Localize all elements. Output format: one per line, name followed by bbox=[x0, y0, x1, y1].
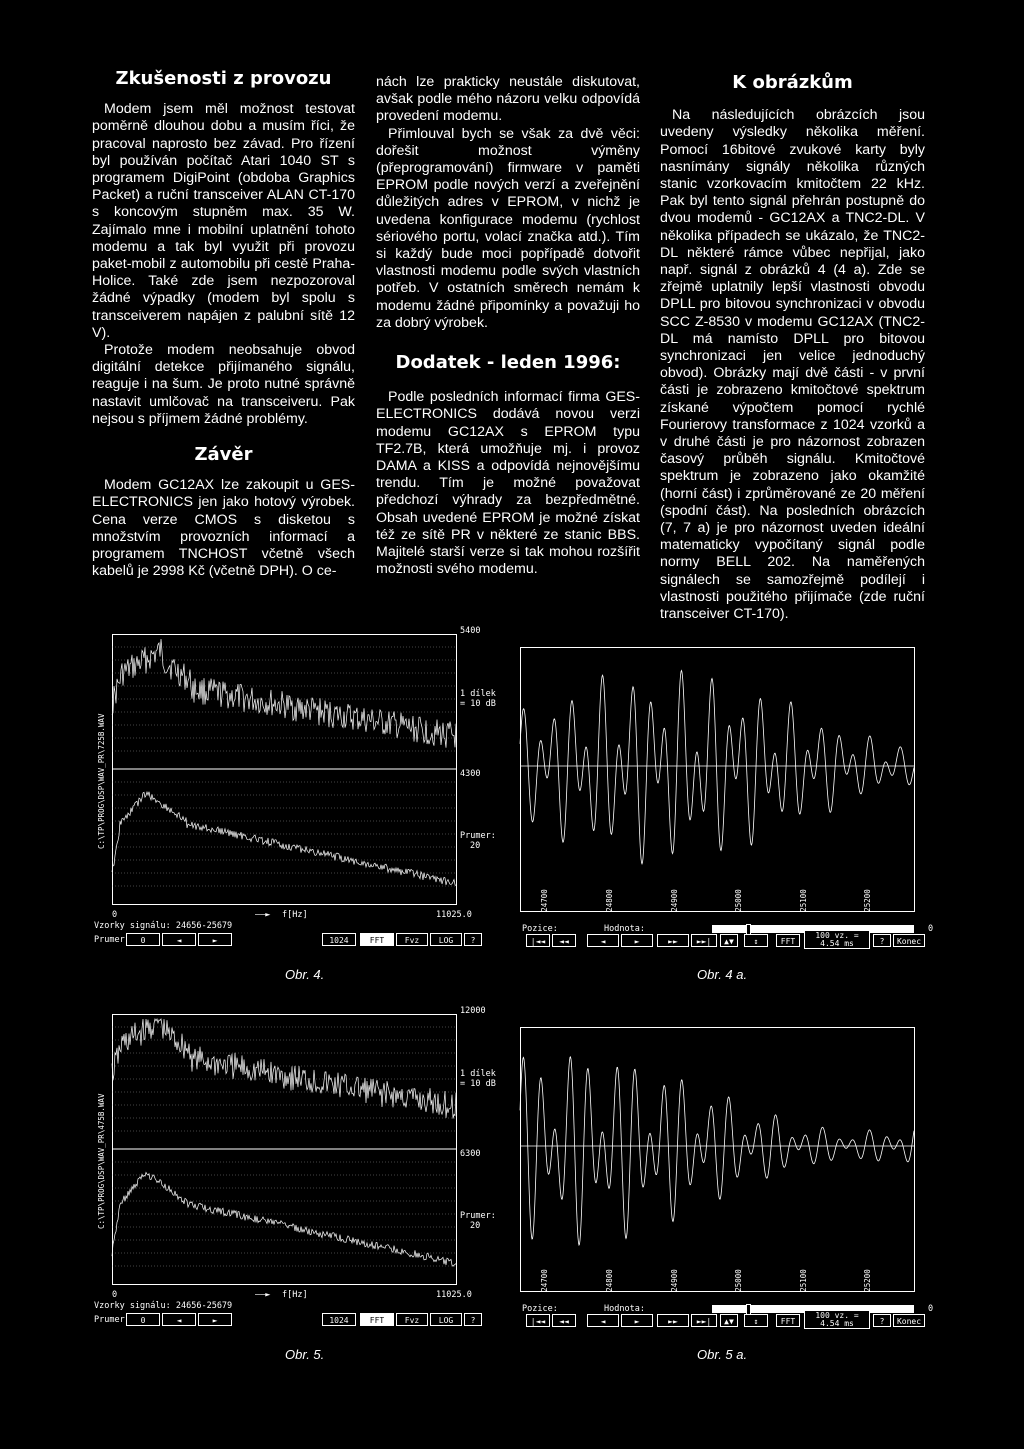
time-tick-label: 25200 bbox=[862, 1269, 872, 1292]
zoom-readout[interactable] bbox=[804, 1310, 870, 1329]
log-button[interactable]: LOG bbox=[430, 1313, 462, 1326]
spectrum-instant-trace bbox=[112, 1019, 456, 1119]
division-value: = 10 dB bbox=[460, 1079, 496, 1089]
average-button-label: Prumer bbox=[94, 935, 125, 945]
paragraph: Podle posledních informací firma GES-ELECTRONICS dodává novou verzi modemu GC12AX s EPROM typu TF2.7B, která umožňuje mj. i provoz DAMA a KISS a odpovídá nejnovějšímu trendu. Tím je možné považovat předchozí výhrady za bezpředmětné. Obsah uvedené EPROM je možné získat též ze sítě PR v některé ze stanic BBS. Majitelé starší verze si tak mohou rozšířit možnosti svého modemu. bbox=[376, 389, 640, 578]
spectrum-average-trace bbox=[112, 792, 456, 886]
column-1 bbox=[92, 70, 355, 580]
time-tick-label: 24700 bbox=[539, 1269, 549, 1292]
first-button[interactable]: |◄◄ bbox=[526, 1314, 550, 1327]
paragraph: Na následujících obrázcích jsou uvedeny výsledky několika měření. Pomocí 16bitové zvukové karty byly nasnímány signály několika různých stanic vzorkovacím kmitočtem 22 kHz. Pak byl tento signál přehrán postupně do dvou modemů - GC12AX a TNC2-DL. V několika případech se ukázalo, že TNC2-DL některé rámce vůbec nepřijal, jako např. signál z obrázků 4 (4 a). Zde se zřejmě uplatnily lepší vlastnosti obvodu DPLL pro bitovou synchronizaci v obvodu SCC Z-8530 v modemu GC12AX (TNC2-DL má namísto DPLL pro bitovou synchronizaci jen velice jednoduchý obvod). Obrázky mají dvě části - v první části je zobrazeno kmitočtové spektrum získané výpočtem pomocí rychlé Fourierovy transformace z 1024 vzorků a v druhé části je pro názornost zobrazen časový průběh signálu. Kmitočtové spektrum je zobrazeno jako okamžité (horní část) i zprůměrované ze 20 měření (spodní část). Na posledních obrázcích (7, 7 a) je pro názornost uveden ideální matematicky vypočítaný signál podle normy BELL 202. Na naměřených signálech se samozřejmě podílejí i vlastnosti použitého přijímače (zde ruční transceiver CT-170). bbox=[660, 107, 925, 623]
x-axis-start: 0 bbox=[112, 1290, 118, 1300]
average-label: Prumer: bbox=[460, 831, 496, 841]
time-tick-label: 24700 bbox=[539, 889, 549, 912]
zoom-readout[interactable] bbox=[804, 930, 870, 949]
next-button[interactable]: ► bbox=[198, 1313, 232, 1326]
zoom-line-2: 4.54 ms bbox=[820, 1319, 854, 1328]
value-readout: 0 bbox=[928, 1304, 934, 1314]
time-tick-label: 24900 bbox=[669, 1269, 679, 1292]
time-tick-label: 25000 bbox=[733, 889, 743, 912]
max-bottom-readout: 6300 bbox=[460, 1149, 481, 1159]
spectrum-plot bbox=[112, 1014, 457, 1304]
zoom-line-1: 100 vz. = bbox=[815, 931, 859, 940]
x-axis-label: f[Hz] bbox=[282, 910, 308, 920]
exit-button[interactable]: Konec bbox=[893, 1314, 925, 1327]
average-count-field[interactable]: 0 bbox=[126, 933, 160, 946]
file-path: C:\TP\PROG\DSP\WAV_PR\475B.WAV bbox=[97, 1093, 106, 1229]
rewind-button[interactable]: ◄◄ bbox=[552, 1314, 576, 1327]
heading-dodatek: Dodatek - leden 1996: bbox=[395, 352, 621, 374]
division-label: 1 dílek bbox=[460, 1069, 496, 1079]
heading-zkusenosti: Zkušenosti z provozu bbox=[115, 68, 332, 89]
paragraph: Modem jsem měl možnost testovat poměrně dlouhou dobu a musím říci, že pracoval naprosto bez závad. Pro řízení byl používán počítač Atari 1040 ST s programem DigiPoint (obdoba Graphics Packet) a ruční transceiver ALAN CT-170 s koncovým stupněm max. 35 W. Zajímalo mne i mobilní uplatnění tohoto modemu a tak byl využit při provozu paket-mobil z automobilu při cestě Praha-Holice. Také zde jsem nezpozoroval žádné výpadky (modem byl spolu s transceiverem napájen z palubní sítě 12 V). bbox=[92, 101, 355, 341]
value-readout: 0 bbox=[928, 924, 934, 934]
average-button-label: Prumer bbox=[94, 1315, 125, 1325]
signal-plot bbox=[520, 1027, 915, 1292]
x-axis-label: f[Hz] bbox=[282, 1290, 308, 1300]
help-button[interactable]: ? bbox=[464, 1313, 482, 1326]
fast-forward-button[interactable]: ►► bbox=[657, 1314, 689, 1327]
paragraph: nách lze prakticky neustále diskutovat, avšak podle mého názoru velku odpovídá provedení modemu. bbox=[376, 74, 640, 125]
paragraph: Modem GC12AX lze zakoupit u GES-ELECTRONICS jen jako hotový výrobek. Cena verze CMOS s disketou s množstvím provozních informací a programem TNCHOST včetně všech kabelů je 2998 Kč (včetně DPH). O ce- bbox=[92, 477, 355, 580]
heading-k-obrazkum: K obrázkům bbox=[732, 72, 853, 93]
x-axis-end: 11025.0 bbox=[436, 910, 472, 920]
column-2 bbox=[376, 74, 640, 578]
x-axis-arrow: ——► bbox=[255, 1290, 271, 1300]
caption-spectrum: Obr. 4. bbox=[285, 967, 325, 982]
signal-fft-button[interactable]: FFT bbox=[776, 1314, 800, 1327]
time-tick-label: 25000 bbox=[733, 1269, 743, 1292]
fft-button[interactable]: FFT bbox=[360, 1313, 394, 1326]
rewind-button[interactable]: ◄◄ bbox=[552, 934, 576, 947]
max-top-readout: 12000 bbox=[460, 1006, 486, 1016]
position-label: Pozice: bbox=[522, 924, 558, 934]
spectrum-average-trace bbox=[112, 1172, 456, 1266]
value-label: Hodnota: bbox=[604, 1304, 645, 1314]
division-label: 1 dílek bbox=[460, 689, 496, 699]
time-tick-label: 25100 bbox=[798, 1269, 808, 1292]
x-axis-arrow: ——► bbox=[255, 910, 271, 920]
value-label: Hodnota: bbox=[604, 924, 645, 934]
time-tick-label: 24800 bbox=[604, 1269, 614, 1292]
average-value: 20 bbox=[470, 1221, 481, 1231]
signal-help-button[interactable]: ? bbox=[873, 934, 891, 947]
fvz-button[interactable]: Fvz bbox=[396, 933, 428, 946]
signal-help-button[interactable]: ? bbox=[873, 1314, 891, 1327]
prev-button[interactable]: ◄ bbox=[162, 1313, 196, 1326]
zoom-line-1: 100 vz. = bbox=[815, 1311, 859, 1320]
step-back-button[interactable]: ◄ bbox=[587, 1314, 619, 1327]
time-tick-label: 24900 bbox=[669, 889, 679, 912]
column-3 bbox=[660, 74, 925, 623]
time-tick-label: 25200 bbox=[862, 889, 872, 912]
fast-forward-button[interactable]: ►► bbox=[657, 934, 689, 947]
size-1024-button[interactable]: 1024 bbox=[322, 933, 356, 946]
size-1024-button[interactable]: 1024 bbox=[322, 1313, 356, 1326]
zoom-line-2: 4.54 ms bbox=[820, 939, 854, 948]
time-tick-label: 25100 bbox=[798, 889, 808, 912]
x-axis-start: 0 bbox=[112, 910, 118, 920]
position-label: Pozice: bbox=[522, 1304, 558, 1314]
caption-spectrum: Obr. 5. bbox=[285, 1347, 325, 1362]
signal-frame bbox=[521, 1028, 915, 1292]
time-tick-label: 24800 bbox=[604, 889, 614, 912]
file-path: C:\TP\PROG\DSP\WAV_PR\725B.WAV bbox=[97, 713, 106, 849]
signal-plot bbox=[520, 647, 915, 912]
spectrum-plot bbox=[112, 634, 457, 924]
help-button[interactable]: ? bbox=[464, 933, 482, 946]
average-count-field[interactable]: 0 bbox=[126, 1313, 160, 1326]
next-button[interactable]: ► bbox=[198, 933, 232, 946]
last-button[interactable]: ►►| bbox=[691, 934, 717, 947]
samples-range: Vzorky signálu: 24656-25679 bbox=[94, 1301, 233, 1311]
last-button[interactable]: ►►| bbox=[691, 1314, 717, 1327]
heading-zaver: Závěr bbox=[194, 444, 253, 466]
x-axis-end: 11025.0 bbox=[436, 1290, 472, 1300]
signal-waveform bbox=[520, 1057, 914, 1245]
scale-button[interactable]: ↕ bbox=[744, 934, 768, 947]
average-value: 20 bbox=[470, 841, 481, 851]
signal-frame bbox=[521, 648, 915, 912]
amplitude-button[interactable]: ▲▼ bbox=[720, 1314, 738, 1327]
max-top-readout: 5400 bbox=[460, 626, 481, 636]
samples-range: Vzorky signálu: 24656-25679 bbox=[94, 921, 233, 931]
step-back-button[interactable]: ◄ bbox=[587, 934, 619, 947]
caption-signal: Obr. 4 a. bbox=[697, 967, 748, 982]
caption-signal: Obr. 5 a. bbox=[697, 1347, 748, 1362]
fvz-button[interactable]: Fvz bbox=[396, 1313, 428, 1326]
spectrum-instant-trace bbox=[112, 639, 456, 748]
step-forward-button[interactable]: ► bbox=[621, 934, 653, 947]
amplitude-button[interactable]: ▲▼ bbox=[720, 934, 738, 947]
fft-button[interactable]: FFT bbox=[360, 933, 394, 946]
step-forward-button[interactable]: ► bbox=[621, 1314, 653, 1327]
signal-waveform bbox=[520, 671, 914, 864]
signal-fft-button[interactable]: FFT bbox=[776, 934, 800, 947]
paragraph: Protože modem neobsahuje obvod digitální detekce přijímaného signálu, reaguje i na šum. Je proto nutné správně nastavit umlčovač na transceiveru. Pak nejsou s příjmem žádné problémy. bbox=[92, 342, 355, 427]
division-value: = 10 dB bbox=[460, 699, 496, 709]
log-button[interactable]: LOG bbox=[430, 933, 462, 946]
average-label: Prumer: bbox=[460, 1211, 496, 1221]
paragraph: Přimlouval bych se však za dvě věci: dořešit možnost výměny (přeprogramování) firmware v paměti EPROM podle nových verzí a zveřejnění důležitých adres v EPROM, v nichž je uvedena konfigurace modemu (rychlost sériového portu, volací značka atd.). Tím si každý bude moci popřípadě dotvořit vlastnosti modemu podle svých vlastních potřeb. V ostatních směrech nemám k modemu žádné připomínky a považuji ho za dobrý výrobek. bbox=[376, 125, 640, 331]
prev-button[interactable]: ◄ bbox=[162, 933, 196, 946]
exit-button[interactable]: Konec bbox=[893, 934, 925, 947]
scale-button[interactable]: ↕ bbox=[744, 1314, 768, 1327]
first-button[interactable]: |◄◄ bbox=[526, 934, 550, 947]
max-bottom-readout: 4300 bbox=[460, 769, 481, 779]
